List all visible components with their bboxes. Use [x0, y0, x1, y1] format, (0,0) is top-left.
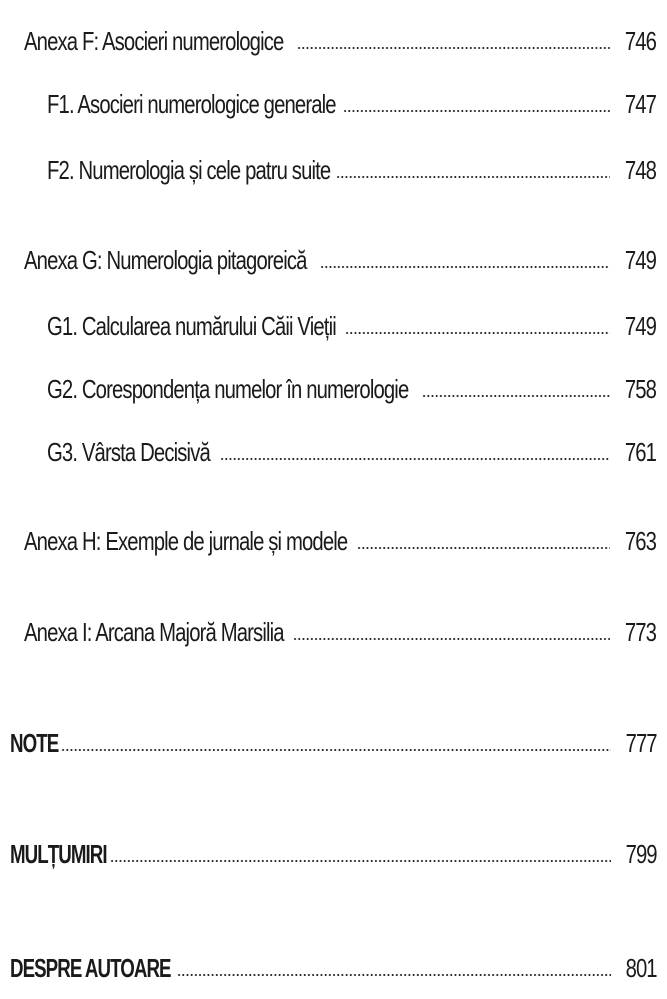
leader-dots [297, 47, 610, 49]
toc-entry-page-number: 746 [624, 26, 656, 56]
toc-entry-note[interactable] [10, 728, 656, 758]
toc-entry-label: F2. Numerologia și cele patru suite [47, 155, 331, 185]
toc-entry-page-number: 749 [624, 311, 656, 341]
toc-entry-g2[interactable] [47, 374, 656, 404]
toc-entry-label: Anexa H: Exemple de jurnale și modele [24, 526, 348, 556]
toc-entry-label: Anexa F: Asocieri numerologice [24, 26, 284, 56]
toc-entry-page-number: 799 [625, 839, 656, 869]
toc-entry-annex-g[interactable] [24, 245, 656, 275]
toc-entry-page-number: 763 [624, 526, 656, 556]
leader-dots [320, 266, 610, 268]
toc-entry-page-number: 758 [624, 374, 656, 404]
toc-entry-annex-h[interactable] [24, 526, 656, 556]
toc-entry-label: DESPRE AUTOARE [10, 953, 171, 983]
toc-entry-annex-i[interactable] [24, 617, 656, 647]
toc-entry-label: F1. Asocieri numerologice generale [47, 89, 336, 119]
toc-entry-g3[interactable] [47, 437, 656, 467]
toc-entry-page-number: 777 [625, 728, 656, 758]
leader-dots [61, 749, 610, 751]
toc-entry-page-number: 748 [624, 155, 656, 185]
toc-entry-label: G1. Calcularea numărului Căii Vieții [47, 311, 336, 341]
toc-entry-f2[interactable] [47, 155, 656, 185]
toc-entry-despre-autoare[interactable] [10, 953, 656, 983]
leader-dots [422, 395, 610, 397]
leader-dots [343, 110, 610, 112]
toc-entry-page-number: 801 [625, 953, 656, 983]
toc-entry-page-number: 773 [624, 617, 656, 647]
toc-entry-f1[interactable] [47, 89, 656, 119]
toc-entry-g1[interactable] [47, 311, 656, 341]
leader-dots [293, 638, 610, 640]
leader-dots [336, 176, 610, 178]
toc-entry-label: Anexa G: Numerologia pitagoreică [24, 245, 307, 275]
toc-entry-label: MULȚUMIRI [10, 839, 107, 869]
toc-entry-label: NOTE [10, 728, 59, 758]
toc-entry-label: G3. Vârsta Decisivă [47, 437, 210, 467]
toc-entry-page-number: 749 [624, 245, 656, 275]
toc-entry-label: G2. Corespondența numelor în numerologie [47, 374, 409, 404]
leader-dots [220, 458, 610, 460]
toc-entry-annex-f[interactable] [24, 26, 656, 56]
leader-dots [357, 547, 610, 549]
leader-dots [177, 974, 610, 976]
toc-entry-page-number: 761 [624, 437, 656, 467]
leader-dots [345, 332, 610, 334]
leader-dots [110, 860, 610, 862]
toc-entry-multumiri[interactable] [10, 839, 656, 869]
toc-entry-page-number: 747 [624, 89, 656, 119]
toc-entry-label: Anexa I: Arcana Majoră Marsilia [24, 617, 284, 647]
